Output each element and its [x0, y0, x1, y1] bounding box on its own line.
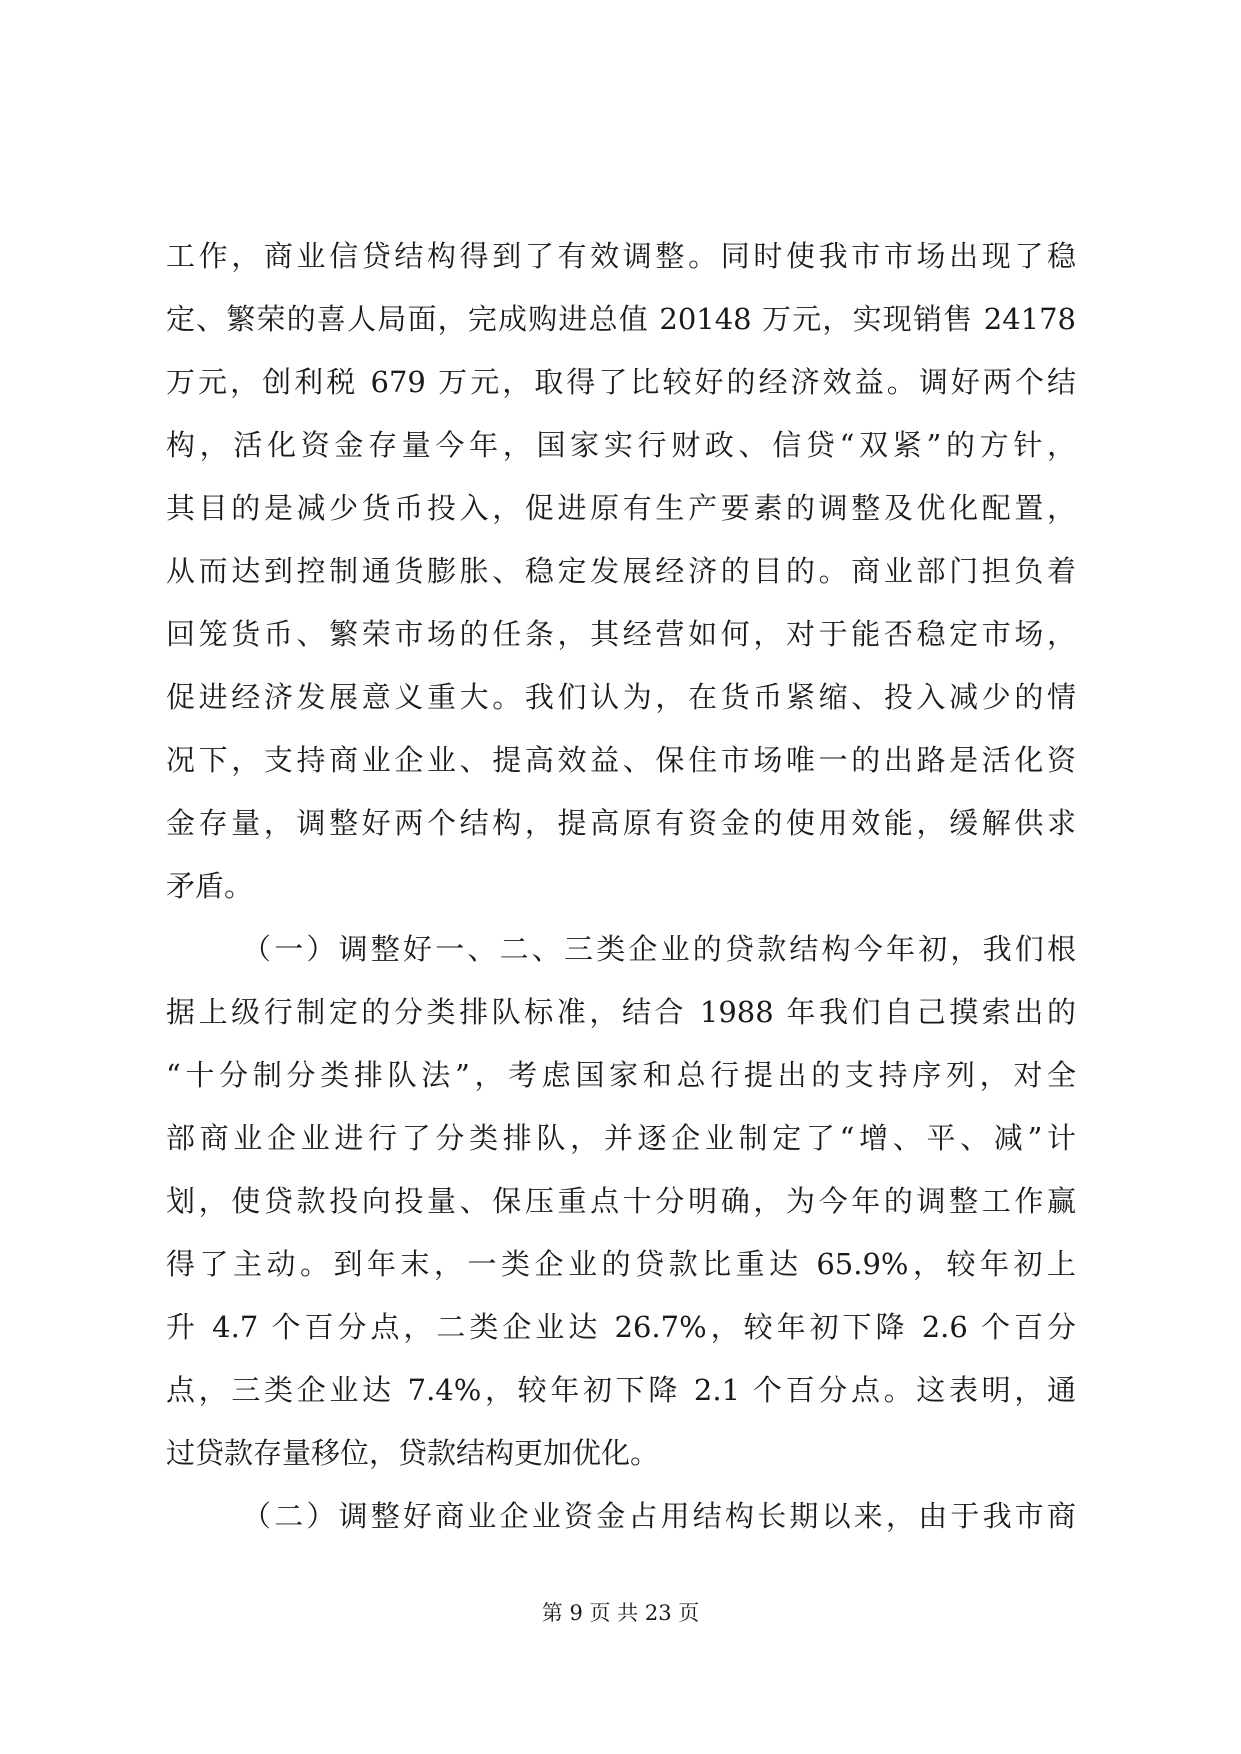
text-line: 得了主动。到年末，一类企业的贷款比重达 65.9%，较年初上	[166, 1247, 1076, 1281]
text-line: 工作，商业信贷结构得到了有效调整。同时使我市市场出现了稳	[166, 239, 1076, 273]
text-line: 回笼货币、繁荣市场的任条，其经营如何，对于能否稳定市场，	[166, 617, 1076, 651]
text-line: 划，使贷款投向投量、保压重点十分明确，为今年的调整工作赢	[166, 1184, 1076, 1218]
text-line: （一）调整好一、二、三类企业的贷款结构今年初，我们根	[242, 932, 1076, 966]
text-line: 过贷款存量移位，贷款结构更加优化。	[166, 1436, 660, 1470]
text-line: 况下，支持商业企业、提高效益、保住市场唯一的出路是活化资	[166, 743, 1076, 777]
text-line: 点，三类企业达 7.4%，较年初下降 2.1 个百分点。这表明，通	[166, 1373, 1076, 1407]
text-line: “十分制分类排队法”，考虑国家和总行提出的支持序列，对全	[166, 1058, 1076, 1092]
text-line: 升 4.7 个百分点，二类企业达 26.7%，较年初下降 2.6 个百分	[166, 1310, 1076, 1344]
text-line: 构，活化资金存量今年，国家实行财政、信贷“双紧”的方针，	[166, 428, 1076, 462]
text-line: 万元，创利税 679 万元，取得了比较好的经济效益。调好两个结	[166, 365, 1076, 399]
text-line: 矛盾。	[166, 869, 254, 903]
page-number-footer: 第 9 页 共 23 页	[541, 1601, 700, 1625]
text-line: 金存量，调整好两个结构，提高原有资金的使用效能，缓解供求	[166, 806, 1076, 840]
text-line: 部商业企业进行了分类排队，并逐企业制定了“增、平、减”计	[166, 1121, 1076, 1155]
text-line: （二）调整好商业企业资金占用结构长期以来，由于我市商	[242, 1499, 1076, 1533]
text-line: 定、繁荣的喜人局面，完成购进总值 20148 万元，实现销售 24178	[166, 302, 1076, 336]
document-body	[166, 225, 1076, 1548]
text-line: 其目的是减少货币投入，促进原有生产要素的调整及优化配置，	[166, 491, 1076, 525]
text-line: 据上级行制定的分类排队标准，结合 1988 年我们自己摸索出的	[166, 995, 1076, 1029]
text-line: 促进经济发展意义重大。我们认为，在货币紧缩、投入减少的情	[166, 680, 1076, 714]
text-line: 从而达到控制通货膨胀、稳定发展经济的目的。商业部门担负着	[166, 554, 1076, 588]
